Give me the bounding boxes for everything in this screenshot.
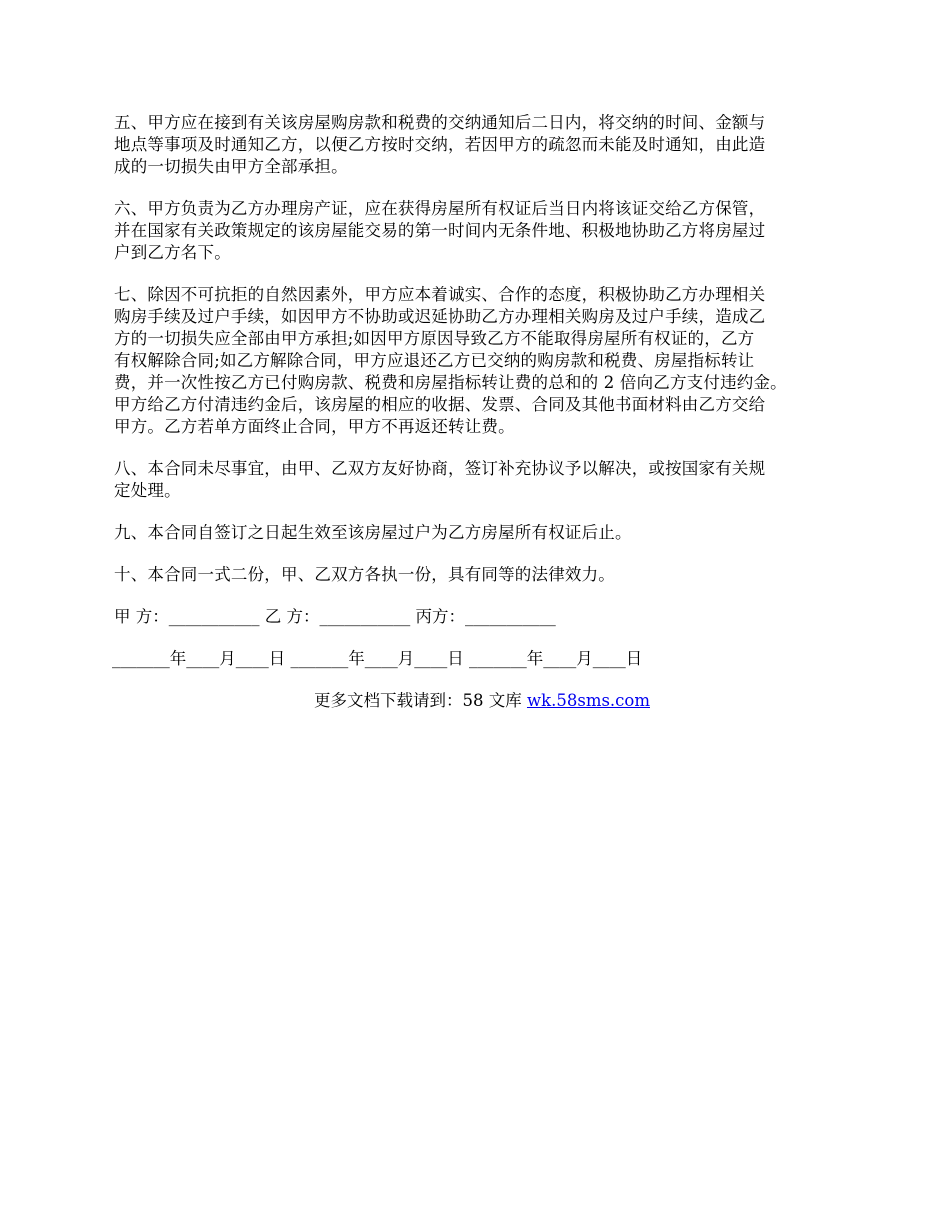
clause-6 (114, 198, 850, 264)
footer-download-note (114, 690, 850, 712)
date-line: _______年____月____日 _______年____月____日 _______年____月____日 (112, 649, 643, 668)
clause-7-line-7: 甲方。乙方若单方面终止合同，甲方不再返还转让费。 (114, 417, 515, 436)
clause-7-line-4: 有权解除合同;如乙方解除合同，甲方应退还乙方已交纳的购房款和税费、房屋指标转让 (114, 351, 755, 370)
clause-5-line-2: 地点等事项及时通知乙方，以便乙方按时交纳，若因甲方的疏忽而未能及时通知，由此造 (114, 135, 766, 154)
clause-5 (114, 112, 850, 178)
clause-7-line-5: 费，并一次性按乙方已付购房款、税费和房屋指标转让费的总和的 2 倍向乙方支付违约金。 (114, 373, 787, 392)
clause-10-line-1: 十、本合同一式二份，甲、乙双方各执一份，具有同等的法律效力。 (114, 565, 615, 584)
clause-9-line-1: 九、本合同自签订之日起生效至该房屋过户为乙方房屋所有权证后止。 (114, 523, 632, 542)
document-page (114, 112, 850, 729)
clause-7-line-2: 购房手续及过户手续，如因甲方不协助或迟延协助乙方办理相关购房及过户手续，造成乙 (114, 307, 766, 326)
clause-8 (114, 458, 850, 502)
clause-7 (114, 284, 850, 438)
clause-8-line-2: 定处理。 (114, 481, 181, 500)
footer-prefix: 更多文档下载请到：58 文库 (313, 691, 527, 710)
clause-5-line-3: 成的一切损失由甲方全部承担。 (114, 157, 348, 176)
signature-line: 甲 方：___________ 乙 方：___________ 丙方：___________ (114, 607, 556, 626)
clause-10 (114, 564, 850, 586)
clause-5-line-1: 五、甲方应在接到有关该房屋购房款和税费的交纳通知后二日内，将交纳的时间、金额与 (114, 113, 766, 132)
clause-7-line-1: 七、除因不可抗拒的自然因素外，甲方应本着诚实、合作的态度，积极协助乙方办理相关 (114, 285, 766, 304)
clause-9 (114, 522, 850, 544)
footer-link[interactable]: wk.58sms.com (526, 691, 650, 710)
clause-6-line-1: 六、甲方负责为乙方办理房产证，应在获得房屋所有权证后当日内将该证交给乙方保管， (114, 199, 766, 218)
clause-6-line-3: 户到乙方名下。 (114, 243, 231, 262)
clause-7-line-6: 甲方给乙方付清违约金后，该房屋的相应的收据、发票、合同及其他书面材料由乙方交给 (114, 395, 766, 414)
clause-6-line-2: 并在国家有关政策规定的该房屋能交易的第一时间内无条件地、积极地协助乙方将房屋过 (114, 221, 766, 240)
clause-8-line-1: 八、本合同未尽事宜，由甲、乙双方友好协商，签订补充协议予以解决，或按国家有关规 (114, 459, 766, 478)
clause-7-line-3: 方的一切损失应全部由甲方承担;如因甲方原因导致乙方不能取得房屋所有权证的，乙方 (114, 329, 755, 348)
